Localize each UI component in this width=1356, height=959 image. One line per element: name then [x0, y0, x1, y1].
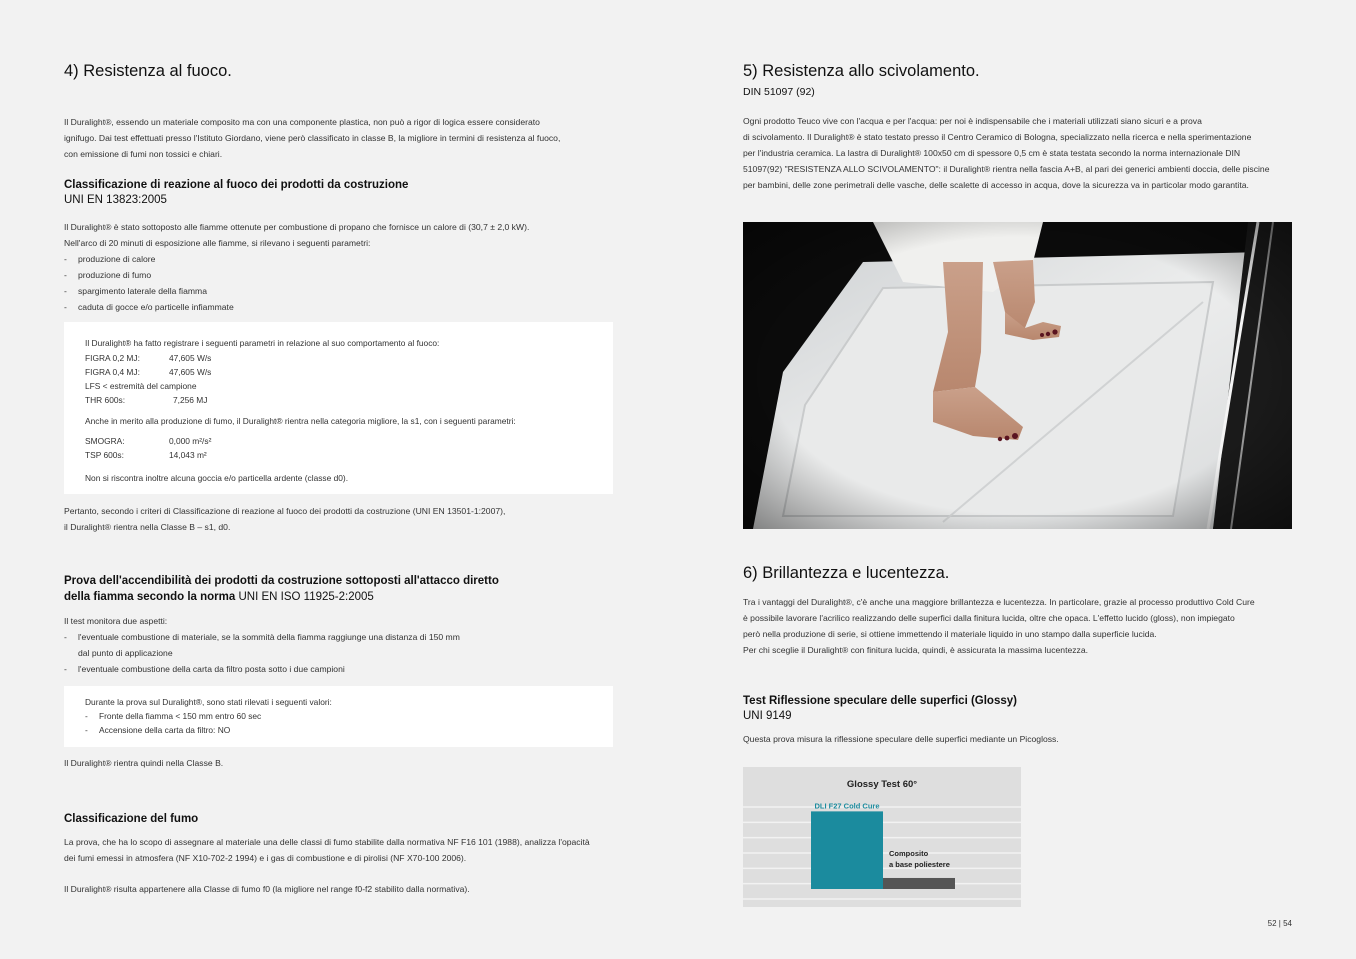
text-line: Il Duralight® risulta appartenere alla Classe di fumo f0 (la migliore nel range f0-f2 stabilito dalla normativa).: [64, 884, 470, 894]
chart-title: Glossy Test 60°: [846, 779, 918, 790]
classification-paragraph: [64, 219, 529, 251]
conclusion-paragraph: [64, 503, 505, 535]
parameters-list: [64, 251, 234, 315]
fire-intro-paragraph: [64, 114, 616, 162]
param-value: 47,605 W/s: [169, 367, 212, 377]
text-line: Il test monitora due aspetti:: [64, 616, 168, 626]
text-line: ignifugo. Dai test effettuati presso l'Istituto Giordano, viene però classificato in classe B, la migliore in termini di resistenza al fuoco,: [64, 133, 561, 143]
list-item: [64, 629, 460, 661]
gloss-test-heading: Test Riflessione speculare delle superfici (Glossy): [743, 695, 1017, 707]
text-line: Ogni prodotto Teuco vive con l'acqua e per l'acqua: per noi è indispensabile che i materiali utilizzati siano sicuri e a prova: [743, 116, 1202, 126]
text-line: Nell'arco di 20 minuti di esposizione alle fiamme, si rilevano i seguenti parametri:: [64, 238, 371, 248]
param-key: LFS < estremità del campione: [85, 381, 197, 391]
param-value: 14,043 m²: [169, 450, 207, 460]
text-line: però nella produzione di serie, si ottiene immettendo il materiale liquido in uno stampo dalla superficie lucida.: [743, 629, 1157, 639]
param-key: TSP 600s:: [85, 450, 124, 460]
test-result: [64, 755, 223, 771]
param-key: FIGRA 0,4 MJ:: [85, 367, 140, 377]
param-row: [85, 393, 211, 407]
list-item: - l'eventuale combustione della carta da filtro posta sotto i due campioni: [64, 661, 460, 677]
bar-label: DLI F27 Cold Cure: [814, 801, 880, 811]
text-line: Per chi sceglie il Duralight® con finitura lucida, quindi, è assicurata la massima lucentezza.: [743, 645, 1088, 655]
text-line: è possibile lavorare l'acrilico realizzando delle superfici dalla finitura lucida, oltre che opaca. L'effetto lucido (gloss), non impiegato: [743, 613, 1235, 623]
param-row: [85, 351, 211, 365]
classification-norm: UNI EN 13823:2005: [64, 194, 167, 206]
ignitability-norm: UNI EN ISO 11925-2:2005: [238, 591, 374, 603]
smoke-class-paragraph: [64, 834, 590, 866]
param-row: [85, 379, 211, 393]
smoke-params: [85, 434, 211, 462]
box-intro: Durante la prova sul Duralight®, sono stati rilevati i seguenti valori:: [85, 697, 332, 707]
ignitability-heading: [64, 573, 499, 605]
param-key: THR 600s:: [85, 395, 126, 405]
text-line: La prova, che ha lo scopo di assegnare al materiale una delle classi di fumo stabilite dalla normativa NF F16 101 (1988), analizza l'opacità: [64, 837, 590, 847]
text-line: per bambini, delle zone perimetrali delle vasche, delle scalette di accesso in acqua, dove la sicurezza va in particolar modo garantita.: [743, 180, 1249, 190]
list-item: - produzione di fumo: [64, 267, 234, 283]
text-line: Tra i vantaggi del Duralight®, c'è anche una maggiore brillantezza e lucentezza. In particolare, grazie al processo produttivo Cold Cure: [743, 597, 1255, 607]
fire-params: [85, 351, 211, 407]
param-row: [85, 365, 211, 379]
page-number: 52 | 54: [1267, 919, 1292, 928]
text-line: Il Duralight® rientra quindi nella Classe B.: [64, 758, 224, 768]
list-item: - Accensione della carta da filtro: NO: [85, 723, 261, 737]
text-line: Il Duralight®, essendo un materiale composito ma con una componente plastica, non può a rigor di logica essere considerato: [64, 117, 540, 127]
photo-illustration: [743, 222, 1292, 529]
text-line: il Duralight® rientra nella Classe B – s1, d0.: [64, 522, 231, 532]
list-item: - caduta di gocce e/o particelle infiammate: [64, 299, 234, 315]
test-intro: [64, 613, 167, 629]
section-5-title: 5) Resistenza allo scivolamento.: [743, 62, 980, 80]
smoke-class-result: [64, 881, 470, 897]
section-6-title: 6) Brillantezza e lucentezza.: [743, 564, 950, 582]
box-intro: Il Duralight® ha fatto registrare i seguenti parametri in relazione al suo comportamento al fuoco:: [85, 338, 440, 348]
fire-results-box: [64, 322, 613, 494]
bar-2: [883, 878, 955, 889]
list-item: - produzione di calore: [64, 251, 234, 267]
chart-svg: [743, 767, 1021, 907]
smoke-intro: Anche in merito alla produzione di fumo, il Duralight® rientra nella categoria migliore, la s1, con i seguenti parametri:: [85, 416, 516, 426]
text-line: Questa prova misura la riflessione speculare delle superfici mediante un Picogloss.: [743, 734, 1059, 744]
heading-line: [64, 589, 499, 605]
ignitability-results-box: [64, 686, 613, 747]
param-value: 0,000 m²/s²: [169, 436, 212, 446]
gloss-test-norm: UNI 9149: [743, 710, 792, 722]
gloss-paragraph: [743, 594, 1255, 658]
bar-label: Composito: [889, 848, 929, 858]
list-item-text: l'eventuale combustione di materiale, se la sommità della fiamma raggiunge una distanza di 150 mm: [78, 632, 460, 642]
text-line: per l'industria ceramica. La lastra di Duralight® 100x50 cm di spessore 0,5 cm è stata testata secondo la norma internazionale DIN: [743, 148, 1241, 158]
param-value: 47,605 W/s: [169, 353, 212, 363]
section-4-title: 4) Resistenza al fuoco.: [64, 62, 232, 80]
param-key: SMOGRA:: [85, 436, 125, 446]
list-item: - Fronte della fiamma < 150 mm entro 60 sec: [85, 709, 261, 723]
test-aspects-list: [64, 629, 460, 677]
text-line: dei fumi emessi in atmosfera (NF X10-702-2 1994) e i gas di combustione e di pirolisi (NF X70-100 2006).: [64, 853, 467, 863]
text-line: 51097(92) "RESISTENZA ALLO SCIVOLAMENTO": il Duralight® rientra nella fascia A+B, al pari dei generici ambienti doccia, delle piscine: [743, 164, 1270, 174]
classification-heading: Classificazione di reazione al fuoco dei prodotti da costruzione: [64, 179, 409, 191]
drops-note: Non si riscontra inoltre alcuna goccia e/o particella ardente (classe d0).: [85, 473, 349, 483]
list-item: - spargimento laterale della fiamma: [64, 283, 234, 299]
param-value: 7,256 MJ: [173, 395, 208, 405]
slip-paragraph: [743, 113, 1269, 193]
smoke-class-heading: Classificazione del fumo: [64, 813, 199, 825]
heading-line: Prova dell'accendibilità dei prodotti da costruzione sottoposti all'attacco diretto: [64, 575, 499, 587]
list-item-text: dal punto di applicazione: [78, 648, 173, 658]
text-line: con emissione di fumi non tossici e chiari.: [64, 149, 223, 159]
text-line: Il Duralight® è stato sottoposto alle fiamme ottenute per combustione di propano che fornisce un calore di (30,7 ± 2,0 kW).: [64, 222, 530, 232]
section-5-norm: DIN 51097 (92): [743, 86, 815, 98]
param-row: [85, 448, 211, 462]
ignitability-values: [85, 709, 261, 737]
param-key: FIGRA 0,2 MJ:: [85, 353, 140, 363]
gloss-test-text: [743, 731, 1059, 747]
glossy-test-chart: [743, 767, 1021, 907]
shower-tray-photo: [743, 222, 1292, 529]
text-line: di scivolamento. Il Duralight® è stato testato presso il Centro Ceramico di Bologna, specializzato nella ricerca e nella sperimentazione: [743, 132, 1252, 142]
heading-part: della fiamma secondo la norma: [64, 591, 236, 603]
bar-label: a base poliestere: [889, 859, 950, 869]
param-row: [85, 434, 211, 448]
bar-1: [811, 811, 883, 889]
text-line: Pertanto, secondo i criteri di Classificazione di reazione al fuoco dei prodotti da costruzione (UNI EN 13501-1:2007),: [64, 506, 506, 516]
